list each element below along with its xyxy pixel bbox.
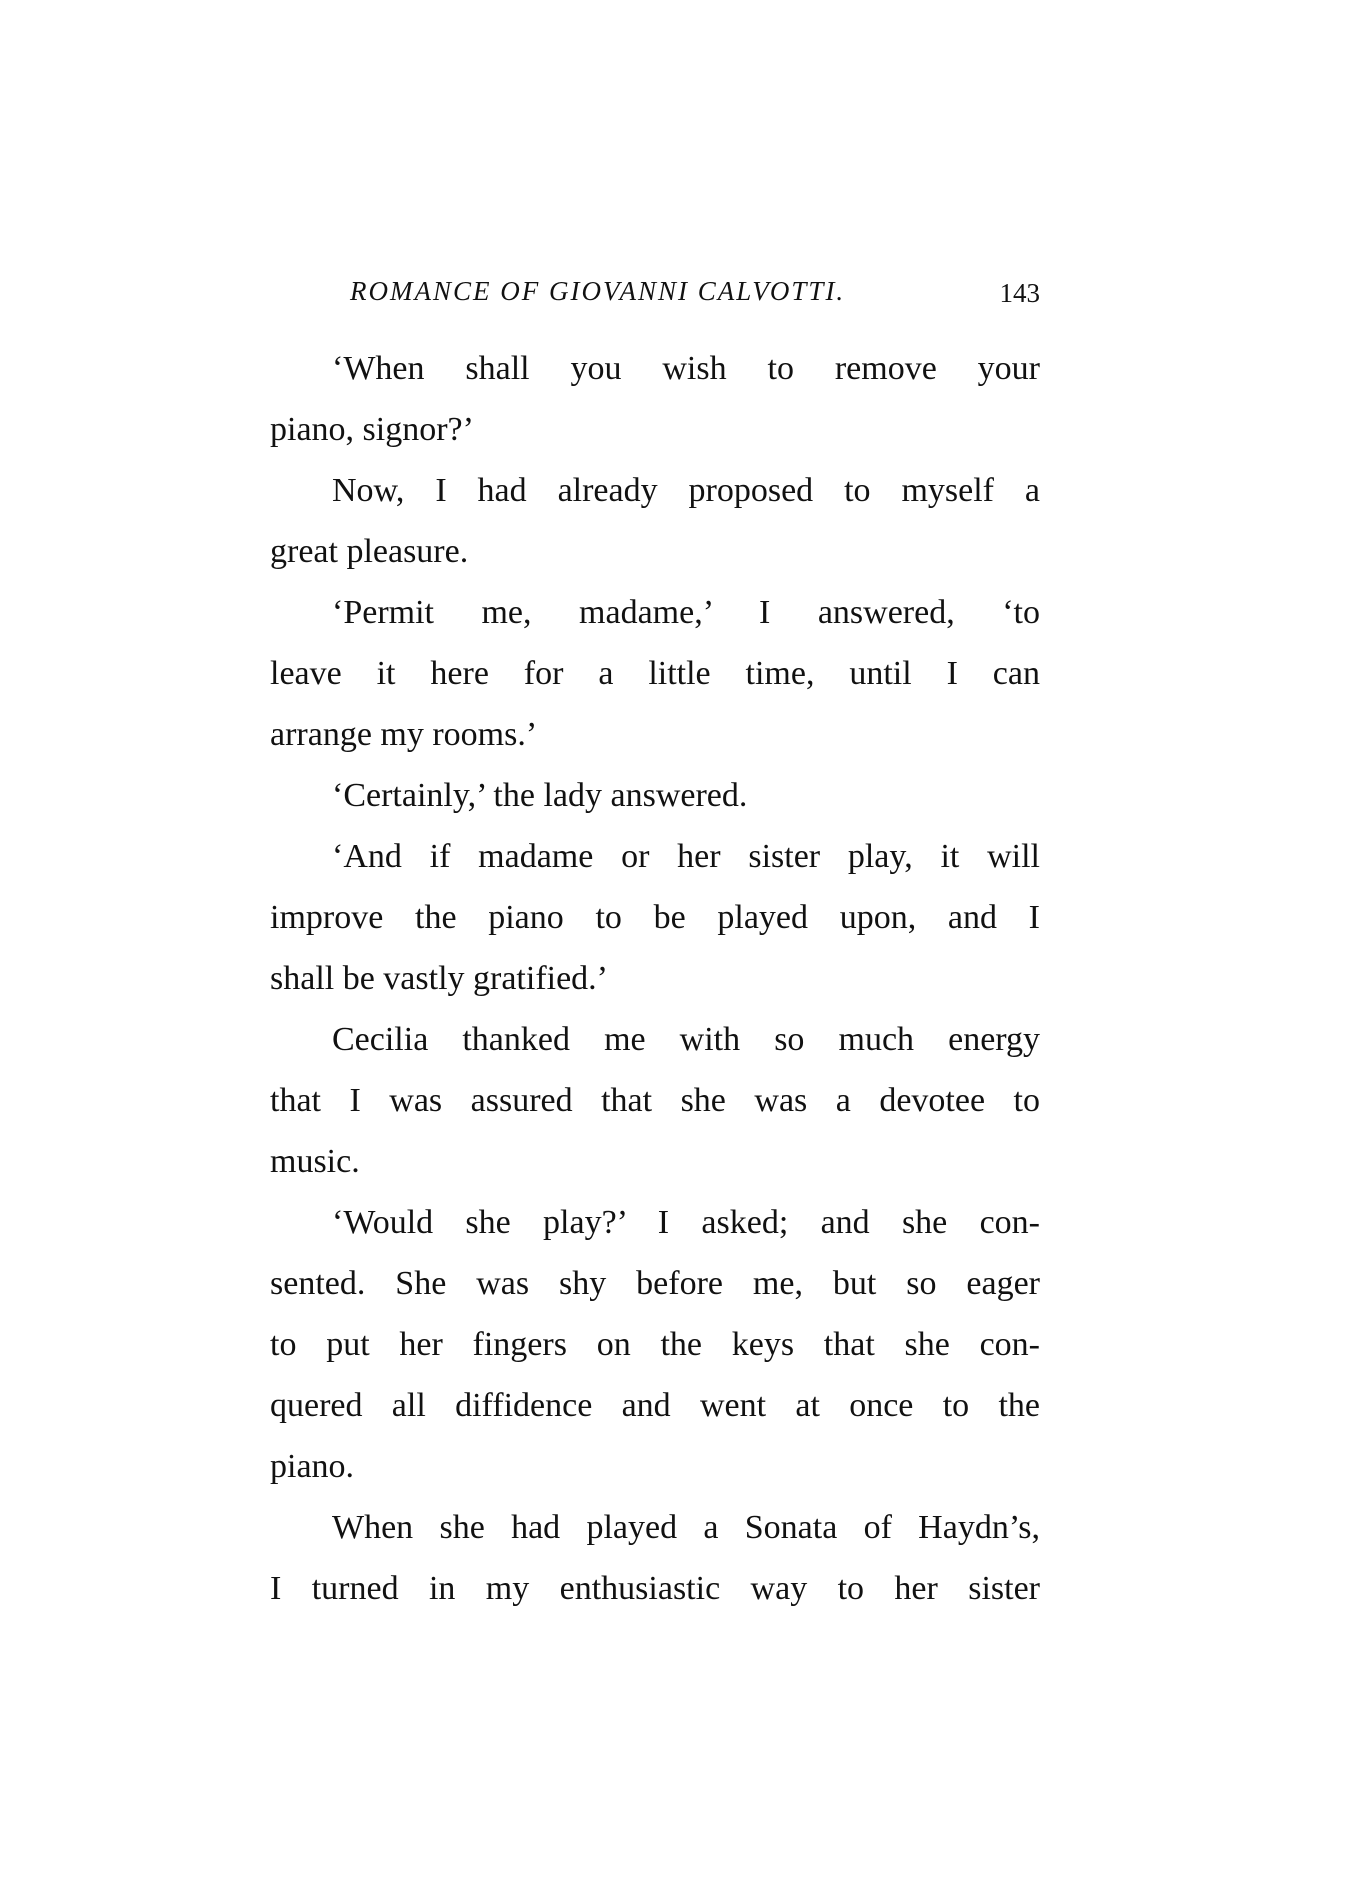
text-line: leave it here for a little time, until I can [270, 655, 1040, 692]
text-line: music. [270, 1143, 360, 1180]
text-line: ‘Certainly,’ the lady answered. [332, 777, 748, 814]
text-line: arrange my rooms.’ [270, 716, 538, 753]
text-line: quered all diffidence and went at once to the [270, 1387, 1040, 1424]
text-line: ‘And if madame or her sister play, it will [332, 838, 1040, 875]
text-line: improve the piano to be played upon, and I [270, 899, 1040, 936]
text-line: shall be vastly gratified.’ [270, 960, 609, 997]
text-line: ‘Would she play?’ I asked; and she con- [332, 1204, 1040, 1241]
text-line: sented. She was shy before me, but so eager [270, 1265, 1040, 1302]
page-number: 143 [999, 278, 1040, 308]
text-line: I turned in my enthusiastic way to her sister [270, 1570, 1040, 1607]
text-line: ‘When shall you wish to remove your [332, 350, 1040, 387]
running-title: ROMANCE OF GIOVANNI CALVOTTI. [350, 276, 846, 306]
text-line: piano, signor?’ [270, 411, 474, 448]
text-line: When she had played a Sonata of Haydn’s, [332, 1509, 1040, 1546]
text-line: great pleasure. [270, 533, 469, 570]
text-line: piano. [270, 1448, 355, 1485]
text-line: ‘Permit me, madame,’ I answered, ‘to [332, 594, 1040, 631]
text-line: to put her fingers on the keys that she con- [270, 1326, 1040, 1363]
text-line: Cecilia thanked me with so much energy [332, 1021, 1040, 1058]
running-header [350, 276, 1040, 316]
body-text [270, 338, 1040, 1619]
text-line: Now, I had already proposed to myself a [332, 472, 1040, 509]
text-line: that I was assured that she was a devotee to [270, 1082, 1040, 1119]
